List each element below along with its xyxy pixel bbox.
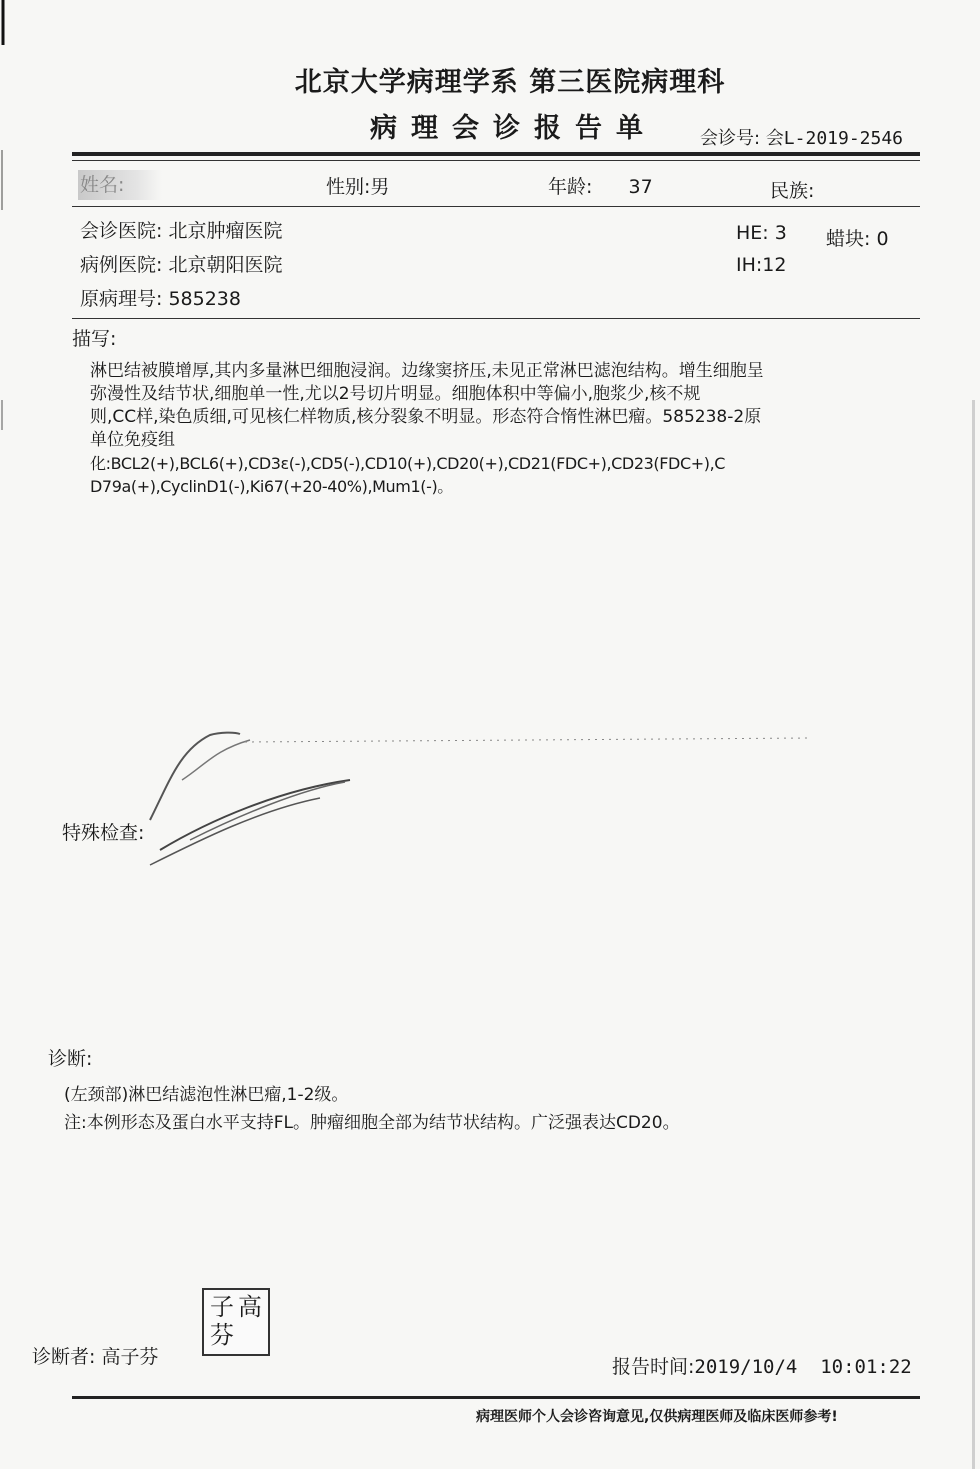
wax-value: 0 xyxy=(876,228,889,250)
consult-hospital xyxy=(80,216,282,243)
description-line: 淋巴结被膜增厚,其内多量淋巴细胞浸润。边缘窦挤压,未见正常淋巴滤泡结构。增生细胞呈 xyxy=(90,361,764,381)
ih-label: IH: xyxy=(736,254,763,276)
special-exam-label: 特殊检查: xyxy=(62,822,145,844)
diagnosing-doctor xyxy=(32,1342,158,1369)
institution-title: 北京大学病理学系 第三医院病理科 xyxy=(294,67,726,98)
report-time-value: 2019/10/4 10:01:22 xyxy=(694,1356,912,1378)
consult-number xyxy=(700,124,903,150)
consult-hospital-value: 北京肿瘤医院 xyxy=(168,220,283,242)
scan-right-edge xyxy=(972,400,975,1469)
scan-edge-marks xyxy=(0,0,8,1469)
case-hospital-label: 病例医院: xyxy=(80,254,163,276)
info-block-rule xyxy=(72,318,920,319)
name-label: 姓名: xyxy=(80,174,125,196)
ih-count xyxy=(736,254,786,276)
sex-label: 性别: xyxy=(326,176,371,198)
age-field xyxy=(548,172,653,199)
patient-row-rule xyxy=(72,206,920,207)
original-pathology-number xyxy=(80,284,241,311)
footer-rule xyxy=(72,1396,920,1399)
age-label: 年龄: xyxy=(548,176,593,198)
footer-disclaimer: 病理医师个人会诊咨询意见,仅供病理医师及临床医师参考! xyxy=(476,1409,838,1425)
sex-value: 男 xyxy=(370,176,390,198)
description-line: 单位免疫组 xyxy=(90,430,175,450)
description-line: 则,CC样,染色质细,可见核仁样物质,核分裂象不明显。形态符合惰性淋巴瘤。585238-2原 xyxy=(90,407,762,427)
description-text xyxy=(90,360,920,498)
orig-path-no-value: 585238 xyxy=(168,288,241,310)
diagnosis-label: 诊断: xyxy=(48,1048,93,1070)
description-label: 描写: xyxy=(72,328,117,350)
description-line: 弥漫性及结节状,细胞单一性,尤以2号切片明显。细胞体积中等偏小,胞浆少,核不规 xyxy=(90,384,701,404)
diagnosis-note: 注:本例形态及蛋白水平支持FL。肿瘤细胞全部为结节状结构。广泛强表达CD20。 xyxy=(64,1113,680,1133)
header-rule-top xyxy=(72,152,920,156)
wax-block-count xyxy=(826,224,889,251)
consult-number-value: 会L-2019-2546 xyxy=(765,128,904,149)
age-value: 37 xyxy=(628,176,653,198)
doctor-name: 高子芬 xyxy=(101,1346,159,1368)
sex-field xyxy=(326,172,389,199)
case-hospital xyxy=(80,250,282,277)
patient-name-redacted xyxy=(78,170,162,200)
form-title: 病理会诊报告单 xyxy=(370,113,657,144)
doctor-seal-stamp: 子 高 芬 xyxy=(202,1288,270,1356)
diagnosis-line: (左颈部)淋巴结滤泡性淋巴瘤,1-2级。 xyxy=(64,1085,349,1105)
ih-value: 12 xyxy=(762,254,787,276)
consult-number-label: 会诊号: xyxy=(700,128,761,149)
strike-through-marks xyxy=(120,720,820,880)
consult-hospital-label: 会诊医院: xyxy=(80,220,163,242)
doctor-label: 诊断者: xyxy=(32,1346,96,1368)
ethnicity-field xyxy=(770,176,814,203)
description-line: 化:BCL2(+),BCL6(+),CD3ε(-),CD5(-),CD10(+),CD20(+),CD21(FDC+),CD23(FDC+),C xyxy=(90,454,726,473)
orig-path-no-label: 原病理号: xyxy=(80,288,163,310)
case-hospital-value: 北京朝阳医院 xyxy=(168,254,283,276)
he-value: 3 xyxy=(774,222,787,244)
wax-label: 蜡块: xyxy=(826,228,871,250)
he-count xyxy=(736,222,787,244)
report-time-label: 报告时间: xyxy=(612,1356,695,1378)
description-line: D79a(+),CyclinD1(-),Ki67(+20-40%),Mum1(-)。 xyxy=(90,477,453,496)
he-label: HE: xyxy=(736,222,769,244)
report-time xyxy=(612,1352,912,1379)
header-rule-sub xyxy=(72,160,920,161)
ethnicity-label: 民族: xyxy=(770,180,815,202)
